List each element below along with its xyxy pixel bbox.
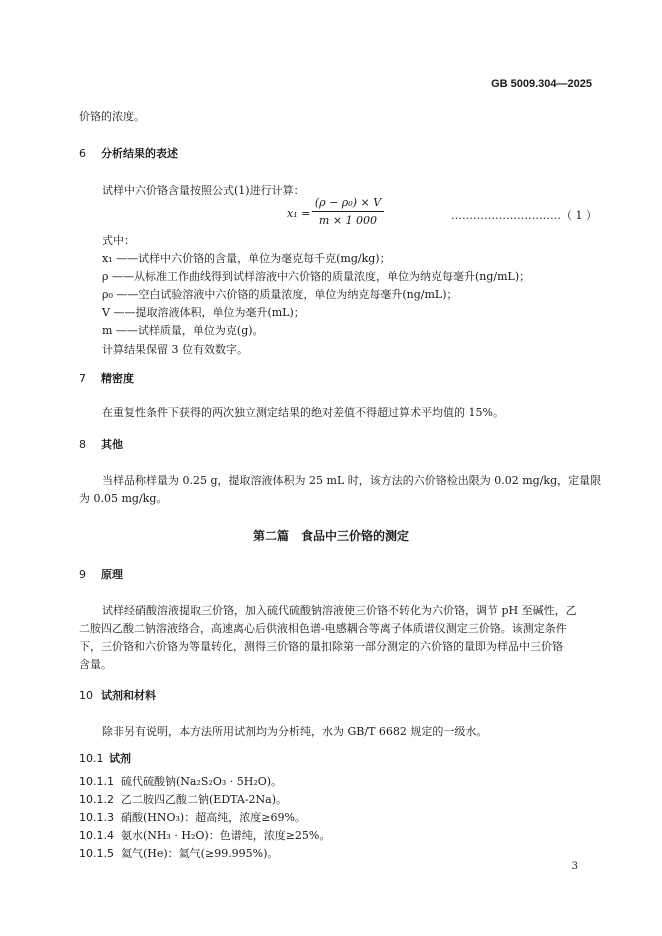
- section-number: 7: [79, 372, 86, 385]
- item-number: 10.1.1: [79, 775, 114, 788]
- subsection-title: 试剂: [109, 752, 131, 765]
- item-number: 10.1.5: [79, 847, 114, 860]
- section-9-line4: 含量。: [79, 658, 112, 671]
- part-title: 第二篇 食品中三价铬的测定: [252, 529, 409, 543]
- item-text: 氦气(He)：氦气(≥99.995%)。: [121, 847, 279, 860]
- section-6-heading: [79, 145, 178, 161]
- item-number: 10.1.4: [79, 829, 114, 842]
- section-8-heading: [79, 436, 123, 452]
- formula-lhs: x₁ =: [287, 207, 311, 220]
- section-number: 8: [79, 438, 86, 451]
- formula-intro: 试样中六价铬含量按照公式(1)进行计算：: [102, 184, 305, 197]
- section-title: 其他: [101, 438, 123, 451]
- def-m: m ——试样质量，单位为克(g)。: [102, 324, 264, 337]
- formula-fraction: [312, 196, 384, 227]
- item-text: 氨水(NH₃ · H₂O)：色谱纯，浓度≥25%。: [121, 829, 331, 842]
- where-label: 式中：: [102, 234, 135, 247]
- reagent-item: [79, 827, 330, 843]
- section-9-line3: 下，三价铬和六价铬为等量转化，测得三价铬的量扣除第一部分测定的六价铬的量即为样品中三价铬: [79, 640, 563, 653]
- item-text: 硝酸(HNO₃)：超高纯，浓度≥69%。: [121, 811, 306, 824]
- def-x1: x₁ ——试样中六价铬的含量，单位为毫克每千克(mg/kg)；: [102, 252, 391, 265]
- standard-number: GB 5009.304—2025: [491, 78, 592, 90]
- def-rho: ρ ——从标准工作曲线得到试样溶液中六价铬的质量浓度，单位为纳克每毫升(ng/mL)；: [102, 270, 531, 283]
- section-10-text: 除非另有说明，本方法所用试剂均为分析纯，水为 GB/T 6682 规定的一级水。: [102, 725, 488, 738]
- section-number: 9: [79, 568, 86, 581]
- section-number: 10: [79, 689, 93, 702]
- reagent-item: [79, 791, 287, 807]
- fraction-bar: [312, 211, 384, 212]
- item-number: 10.1.3: [79, 811, 114, 824]
- section-10-heading: [79, 687, 156, 703]
- item-number: 10.1.2: [79, 793, 114, 806]
- page-number: 3: [571, 861, 578, 872]
- reagent-item: [79, 809, 306, 825]
- subsection-number: 10.1: [79, 752, 104, 765]
- def-rho0: ρ₀ ——空白试验溶液中六价铬的质量浓度，单位为纳克每毫升(ng/mL)；: [102, 288, 458, 301]
- section-7-heading: [79, 370, 134, 386]
- section-9-line1: 试样经硝酸溶液提取三价铬，加入硫代硫酸钠溶液使三价铬不转化为六价铬，调节 pH 至碱性，乙: [102, 604, 577, 617]
- item-text: 硫代硫酸钠(Na₂S₂O₃ · 5H₂O)。: [121, 775, 283, 788]
- section-title: 原理: [101, 568, 123, 581]
- formula-denominator: m × 1 000: [318, 214, 378, 227]
- reagent-item: [79, 773, 282, 789]
- section-9-heading: [79, 566, 123, 582]
- reagent-item: [79, 845, 278, 861]
- section-title: 精密度: [101, 372, 134, 385]
- formula-tag: …………………………（ 1 ）: [451, 209, 597, 222]
- significant-digits-note: 计算结果保留 3 位有效数字。: [102, 343, 248, 356]
- subsection-10-1-heading: [79, 750, 131, 766]
- section-7-text: 在重复性条件下获得的两次独立测定结果的绝对差值不得超过算术平均值的 15%。: [102, 406, 504, 419]
- item-text: 乙二胺四乙酸二钠(EDTA-2Na)。: [121, 793, 288, 806]
- section-8-text-line2: 为 0.05 mg/kg。: [79, 492, 168, 505]
- section-8-text-line1: 当样品称样量为 0.25 g，提取溶液体积为 25 mL 时，该方法的六价铬检出限为 0.02 mg/kg，定量限: [102, 474, 602, 487]
- section-number: 6: [79, 147, 86, 160]
- def-v: V ——提取溶液体积，单位为毫升(mL)；: [102, 306, 305, 319]
- formula-numerator: (ρ − ρ₀) × V: [314, 196, 382, 209]
- continued-text: 价铬的浓度。: [79, 110, 145, 123]
- section-title: 试剂和材料: [101, 689, 156, 702]
- section-title: 分析结果的表述: [101, 147, 178, 160]
- section-9-line2: 二胺四乙酸二钠溶液络合，高速离心后供液相色谱-电感耦合等离子体质谱仪测定三价铬。该测定条件: [79, 622, 567, 635]
